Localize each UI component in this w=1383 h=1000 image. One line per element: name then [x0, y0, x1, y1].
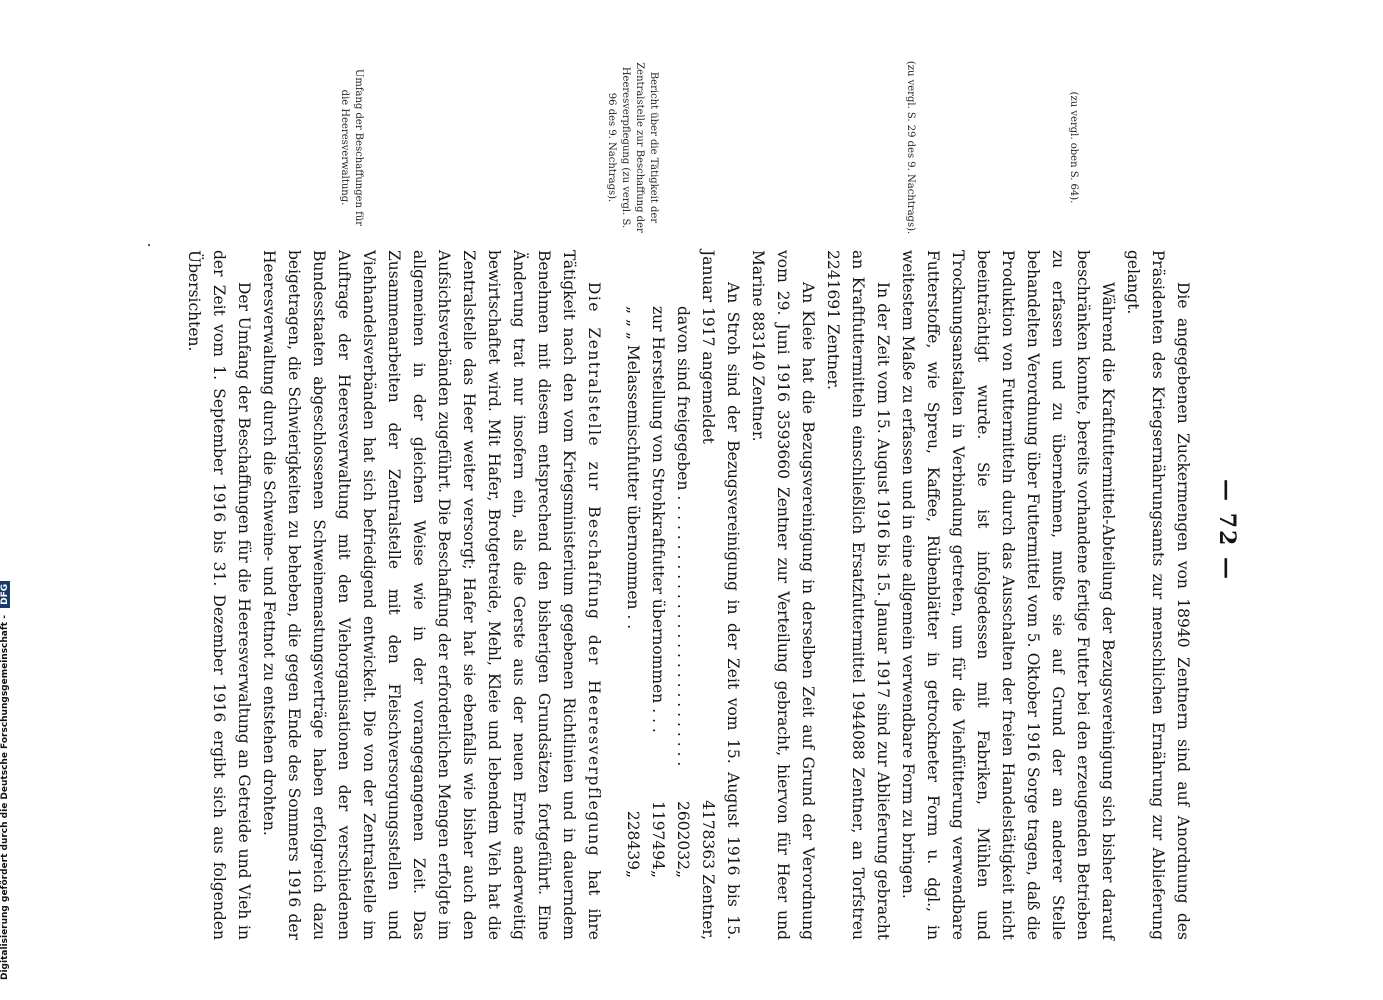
- straw-row: [645, 250, 670, 940]
- straw-total: 4178363 Zentner,: [699, 800, 717, 940]
- margin-note-ref1: (zu vergl. oben S. 64).: [1068, 91, 1079, 204]
- straw-row-label: zur Herstellung von Strohkraftfutter übernommen . . .: [649, 306, 667, 733]
- straw-row-unit: „: [649, 870, 667, 879]
- straw-row-label: davon sind freigegeben . . . . . . . . . . . . . . . . . . . . . . . . . . . .: [674, 306, 692, 767]
- main-text: [181, 250, 1195, 940]
- margin-note-scope: Umfang der Beschaffungen für die Heeresverwaltung.: [339, 68, 364, 227]
- page-number: — 72 —: [1214, 479, 1240, 581]
- margin-note-report: Bericht über die Tätigkeit der Zentralstelle zur Beschaffung der Heeresverpflegung (zu vergl. S. 96 des 9. Nachtrags).: [606, 62, 659, 233]
- paragraph-umfang: Der Umfang der Beschaffungen für die Heeresverwaltung an Getreide und Vieh in der Zeit vom 1. September 1916 bis 31. Dezember 1916 ergibt sich aus folgenden Übersichten.: [185, 250, 253, 940]
- dfg-logo: DFG: [0, 581, 10, 608]
- straw-row-unit: „: [674, 870, 692, 879]
- paragraph-zentralstelle: [256, 250, 606, 940]
- straw-row: [620, 250, 645, 940]
- straw-intro: An Stroh sind der Bezugsvereinigung in der Zeit vom 15. August 1916 bis 15. Januar 1917 angemeldet: [699, 250, 742, 940]
- straw-block: [620, 250, 745, 940]
- paragraph-stroh: [695, 250, 745, 940]
- zentralstelle-text: hat ihre Tätigkeit nach den vom Kriegsministerium gegebenen Richtlinien und in dauerndem Benehmen mit diesem entsprechend den bisherigen Grundsätzen fortgeführt. Eine Änderung trat nur insofern ein, als die Gerste aus der neuen Ernte anderweitig bewirtschaftet wird. Mit Hafer, Brotgetreide, Mehl, Kleie und lebendem Vieh hat die Zentralstelle das Heer weiter versorgt; Hafer hat sie ebenfalls wie bisher auch den Aufsichtsverbänden zugeführt. Die Beschaffung der erforderlichen Mengen erfolgte im allgemeinen in der gleichen Weise wie in der vorangegangenen Zeit. Das Zusammenarbeiten der Zentralstelle mit den Fleischversorgungsstellen und Viehhandelsverbänden hat sich befriedigend entwickelt. Die von der Zentralstelle im Auftrage der Heeresverwaltung mit den Viehorganisationen der verschiedenen Bundesstaaten abgeschlossenen Schweinemastungsverträge haben erfolgreich dazu beigetragen, die Schwierigkeiten zu beheben, die gegen Ende des Sommers 1916 der Heeresverwaltung durch die Schweine- und Fettnot zu entstehen drohten.: [260, 250, 603, 940]
- paragraph-kraftfutter: Während die Kraftfuttermittel-Abteilung der Bezugsvereinigung sich bisher darauf beschränken konnte, bereits vorhandene fertige Futter bei den erzeugenden Betrieben zu erfassen und zu übernehmen, mußte sie auf Grund der an anderer Stelle behandelten Verordnung über Futtermittel vom 5. Oktober 1916 Sorge tragen, daß die Produktion von Futtermitteln durch das Ausschalten der freien Handelstätigkeit nicht beeinträchtigt wurde. Sie ist infolgedessen mit Fabriken, Mühlen und Trocknungsanstalten in Verbindung getreten, um für die Viehfütterung verwendbare Futterstoffe, wie Spreu, Kaffee, Rübenblätter in getrockneter Form u. dgl., in weitestem Maße zu erfassen und in eine allgemein verwendbare Form zu bringen.: [899, 250, 1117, 940]
- digitization-credit: [0, 580, 18, 980]
- straw-row-value: 1197494: [649, 800, 667, 870]
- straw-row-label: „ „ „ Melassemischfutter übernommen . .: [624, 306, 642, 630]
- straw-row-unit: „: [624, 870, 642, 879]
- document-page: [150, 60, 1250, 940]
- paragraph-sugar: Die angegebenen Zuckermengen von 18940 Zentnern sind auf Anordnung des Präsidenten des Kriegsernährungsamts zur menschlichen Ernährung zur Ablieferung gelangt.: [1124, 250, 1192, 940]
- section-heading: Die Zentralstelle zur Beschaffung der Heeresverpflegung: [585, 282, 603, 858]
- straw-row-value: 228439: [624, 810, 642, 870]
- scan-speck: [148, 244, 150, 246]
- straw-row-value: 2602032: [674, 800, 692, 870]
- paragraph-ablieferung: In der Zeit vom 15. August 1916 bis 15. Januar 1917 sind zur Ablieferung gebracht an Kraftfuttermitteln einschließlich Ersatzfuttermittel 1944088 Zentner, an Torfstreu 2241691 Zentner.: [824, 250, 892, 940]
- margin-note-ref2: (zu vergl. S. 29 des 9. Nachtrags).: [905, 60, 916, 235]
- paragraph-kleie: An Kleie hat die Bezugsvereinigung in derselben Zeit auf Grund der Verordnung vom 29. Juni 1916 3593660 Zentner zur Verteilung gebracht, hiervon für Heer und Marine 883140 Zentner.: [749, 250, 817, 940]
- credit-text: Digitalisierung gefördert durch die Deutsche Forschungsgemeinschaft -: [0, 615, 10, 980]
- page-content: [150, 60, 1250, 940]
- straw-row: [670, 250, 695, 940]
